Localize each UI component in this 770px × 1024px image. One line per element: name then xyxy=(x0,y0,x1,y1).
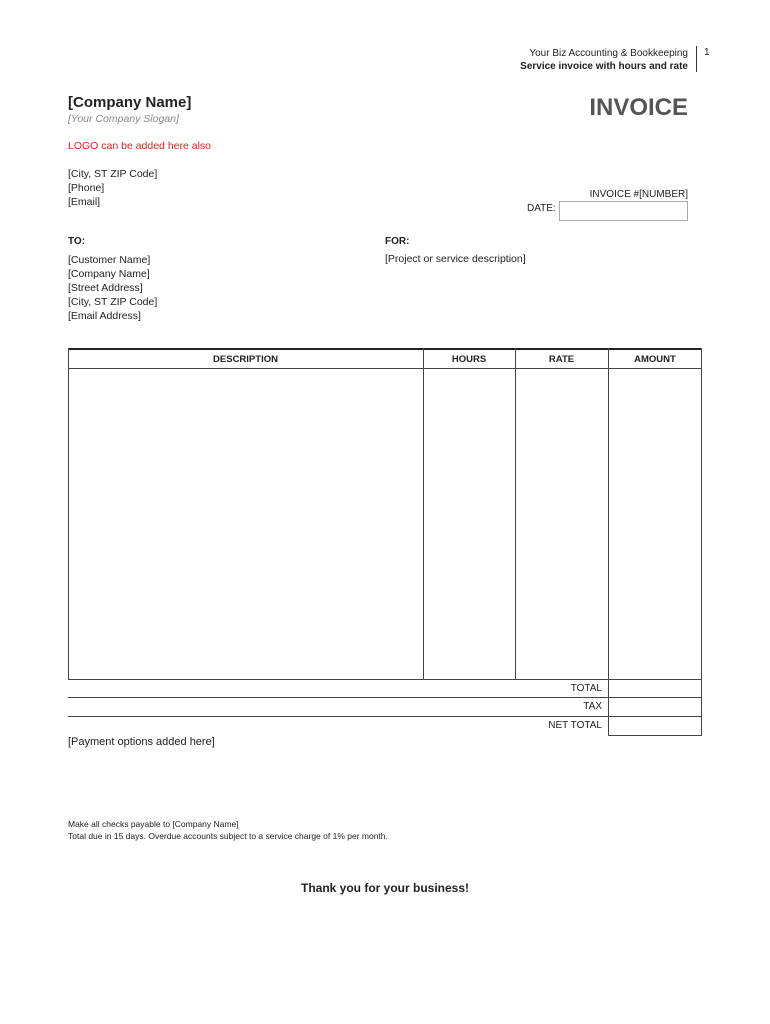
total-value-cell[interactable] xyxy=(609,680,701,697)
customer-line: [Customer Name] xyxy=(68,254,151,266)
company-slogan: [Your Company Slogan] xyxy=(68,113,179,125)
header-line-1: Your Biz Accounting & Bookkeeping xyxy=(529,48,688,59)
header-line-2: Service invoice with hours and rate xyxy=(520,61,688,72)
table-body-bottom xyxy=(68,679,702,680)
column-header-amount: AMOUNT xyxy=(634,354,676,365)
company-name: [Company Name] xyxy=(68,94,192,111)
date-field[interactable] xyxy=(559,201,688,221)
tax-value-cell[interactable] xyxy=(609,698,701,716)
checks-payable-note: Make all checks payable to [Company Name] xyxy=(68,819,239,829)
table-body[interactable] xyxy=(69,369,701,679)
header-divider xyxy=(696,46,697,72)
customer-address xyxy=(68,253,157,323)
column-header-hours: HOURS xyxy=(451,354,487,365)
customer-line: [Email Address] xyxy=(68,310,141,322)
table-top-border xyxy=(68,348,702,350)
customer-line: [Company Name] xyxy=(68,268,150,280)
table-border-right xyxy=(701,348,702,736)
address-line: [City, ST ZIP Code] xyxy=(68,168,158,180)
address-line: [Email] xyxy=(68,196,101,208)
tax-label: TAX xyxy=(583,701,602,712)
customer-line: [Street Address] xyxy=(68,282,143,294)
due-terms-note: Total due in 15 days. Overdue accounts subject to a service charge of 1% per month. xyxy=(68,831,388,841)
to-label: TO: xyxy=(68,236,86,247)
thank-you-message: Thank you for your business! xyxy=(300,881,470,895)
date-label: DATE: xyxy=(527,203,556,214)
customer-line: [City, ST ZIP Code] xyxy=(68,296,158,308)
page-number: 1 xyxy=(704,47,710,58)
net-total-label: NET TOTAL xyxy=(548,720,602,731)
net-total-value-cell[interactable] xyxy=(609,717,701,735)
company-address xyxy=(68,167,157,209)
total-label: TOTAL xyxy=(570,683,602,694)
column-header-rate: RATE xyxy=(548,354,575,365)
payment-terms xyxy=(68,818,388,842)
logo-placeholder-note: LOGO can be added here also xyxy=(68,140,212,152)
summary-divider xyxy=(68,697,702,698)
invoice-number: INVOICE #[NUMBER] xyxy=(589,189,688,200)
summary-divider xyxy=(68,716,702,717)
for-label: FOR: xyxy=(385,236,410,247)
column-header-description: DESCRIPTION xyxy=(213,354,278,365)
document-header xyxy=(520,47,688,73)
project-description: [Project or service description] xyxy=(385,253,526,265)
summary-bottom xyxy=(608,735,702,736)
invoice-title: INVOICE xyxy=(589,94,688,121)
payment-options-note: [Payment options added here] xyxy=(68,736,215,748)
address-line: [Phone] xyxy=(68,182,105,194)
